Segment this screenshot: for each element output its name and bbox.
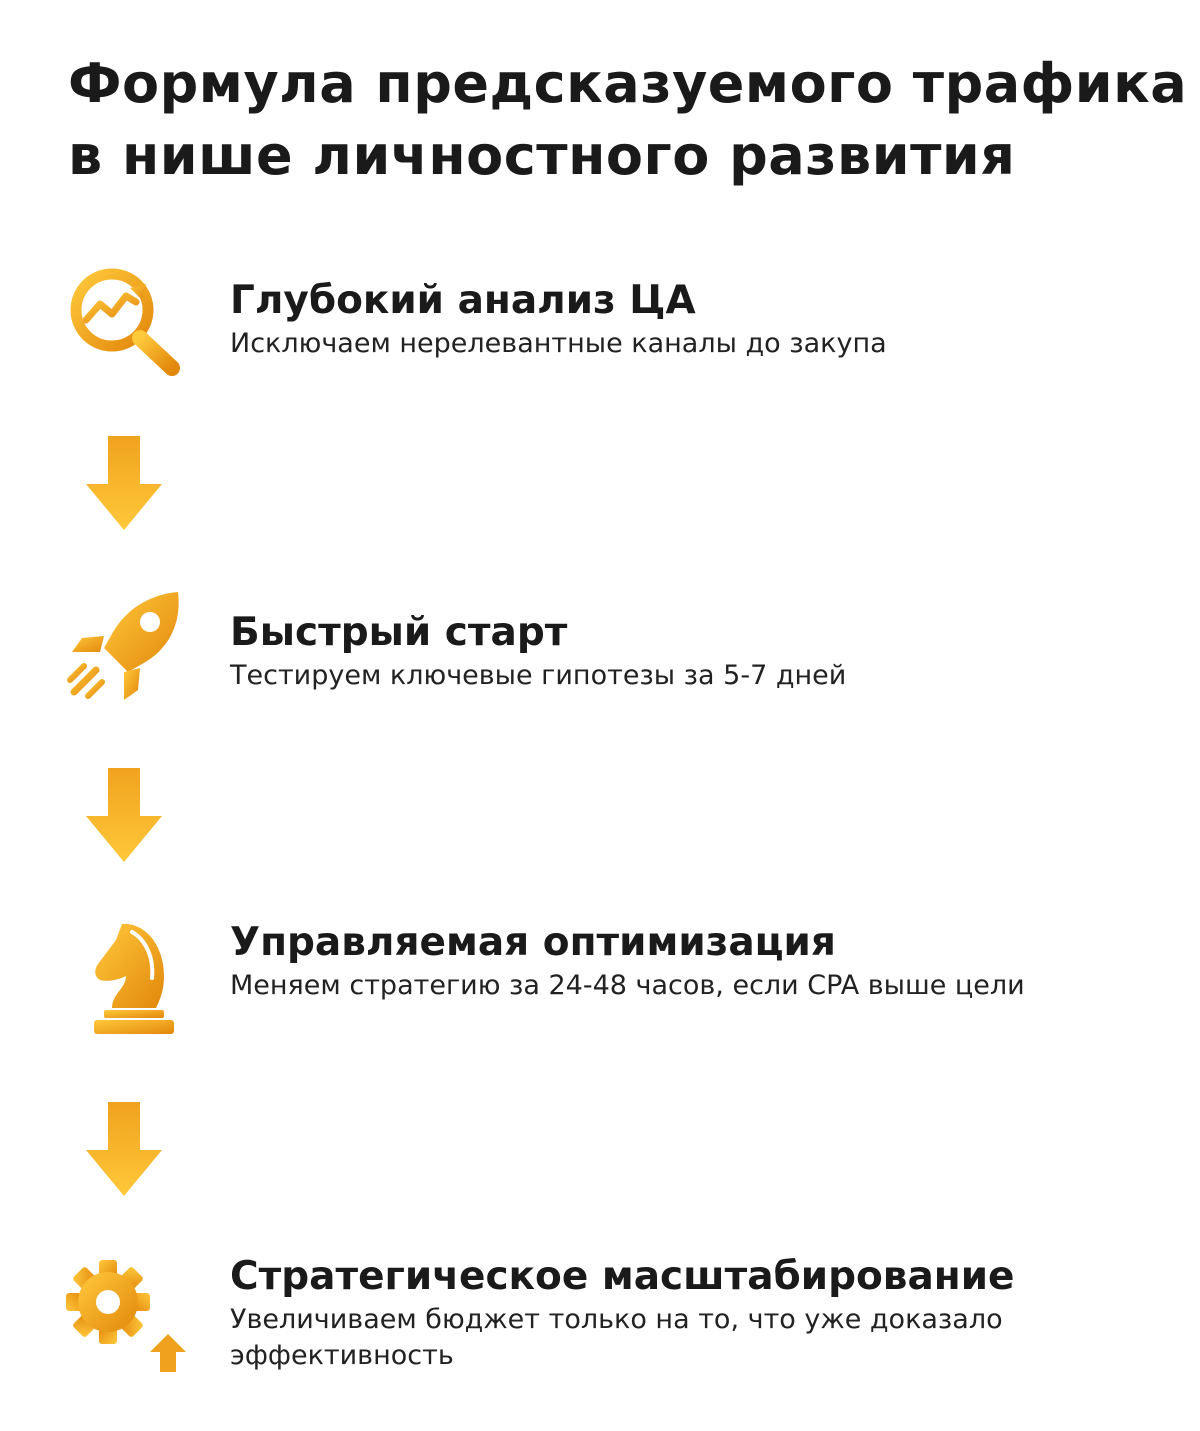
step-1 (230, 276, 1170, 362)
step-3-title: Управляемая оптимизация (230, 920, 836, 965)
arrow-down-icon (84, 768, 164, 864)
step-2-title: Быстрый старт (230, 610, 568, 655)
step-1-title: Глубокий анализ ЦА (230, 278, 696, 323)
step-3 (230, 918, 1170, 1004)
arrow-down-icon (84, 1102, 164, 1198)
page-title-line-1: Формула предсказуемого трафика (68, 52, 1188, 115)
step-4-title: Стратегическое масштабирование (230, 1254, 1015, 1299)
chess-knight-icon (60, 918, 190, 1038)
step-2 (230, 608, 1170, 694)
arrow-down-icon (84, 436, 164, 532)
step-4-description: Увеличиваем бюджет только на то, что уже доказало эффективность (230, 1304, 1003, 1371)
step-3-description: Меняем стратегию за 24-48 часов, если CPA выше цели (230, 970, 1025, 1001)
step-2-description: Тестируем ключевые гипотезы за 5-7 дней (230, 660, 847, 691)
step-4 (230, 1252, 1170, 1374)
rocket-icon (60, 586, 190, 706)
page-title-line-2: в нише личностного развития (68, 124, 1016, 187)
gear-arrow-icon (60, 1256, 190, 1376)
step-1-description: Исключаем нерелевантные каналы до закупа (230, 328, 887, 359)
magnifier-chart-icon (60, 258, 190, 378)
page-title (68, 48, 1188, 192)
